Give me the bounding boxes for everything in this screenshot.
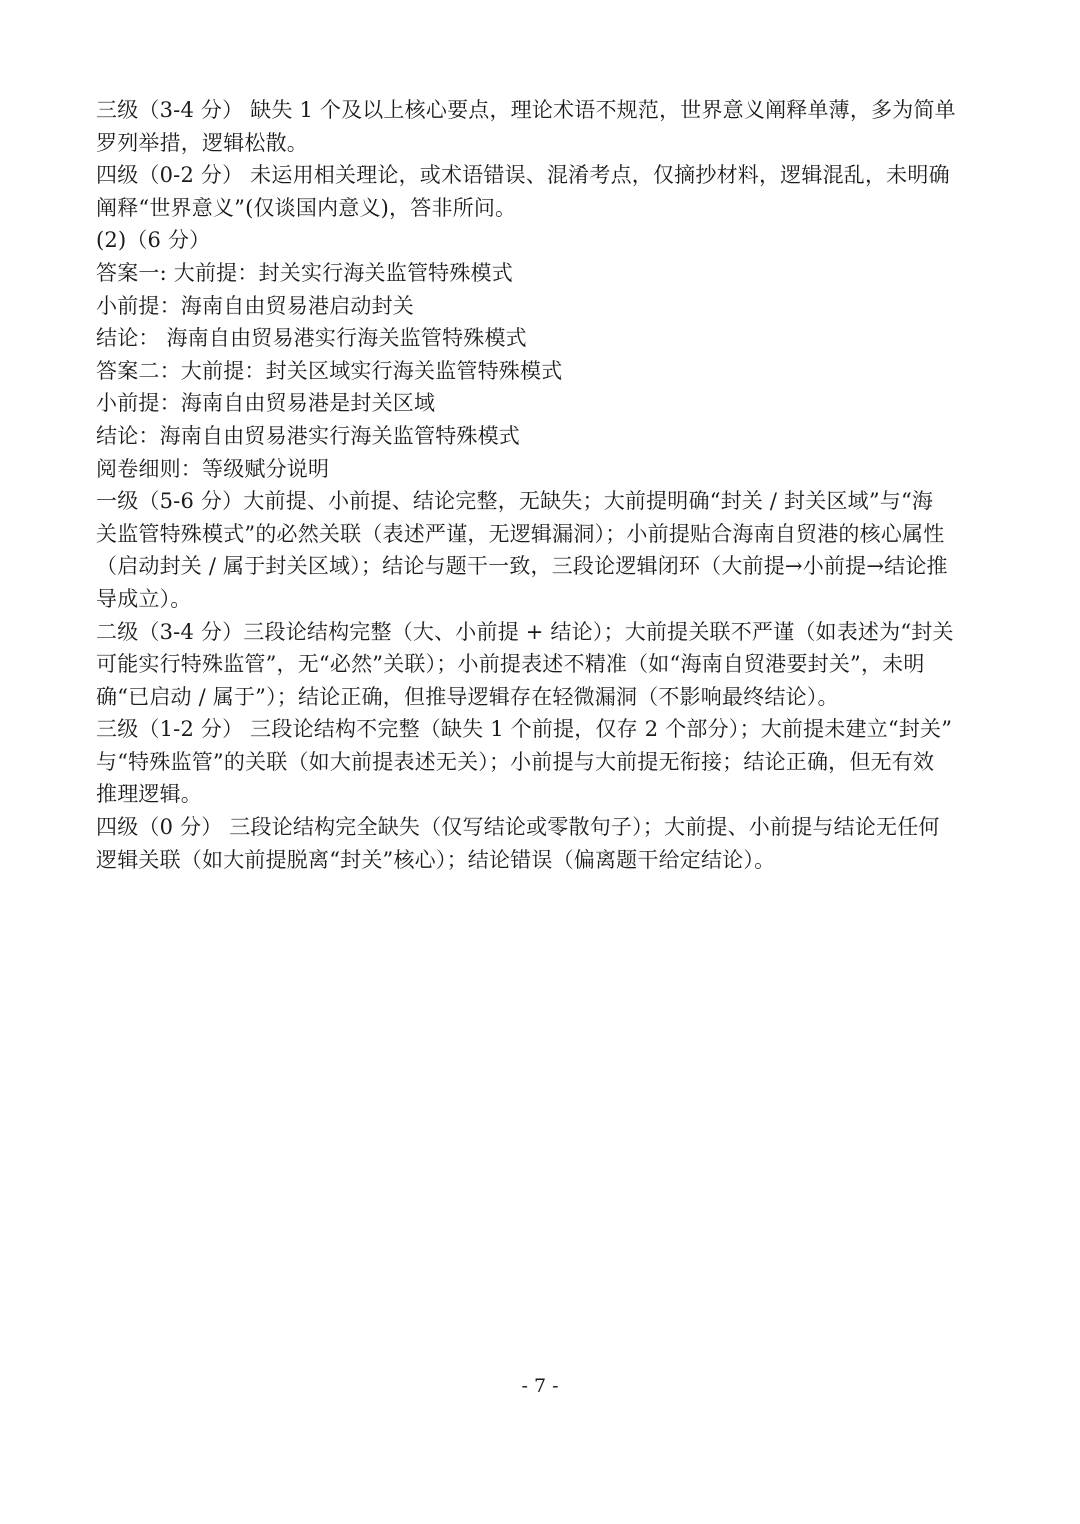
text-line: 答案一: 大前提：封关实行海关监管特殊模式 bbox=[96, 260, 513, 285]
text-line: 三级（1-2 分） 三段论结构不完整（缺失 1 个前提，仅存 2 个部分）；大前提未建立“封关” bbox=[96, 717, 953, 742]
text-line: 结论： 海南自由贸易港实行海关监管特殊模式 bbox=[96, 326, 527, 351]
text-line: 阐释“世界意义”(仅谈国内意义)，答非所问。 bbox=[96, 195, 517, 220]
text-line: 推理逻辑。 bbox=[96, 782, 202, 807]
question-heading: (2)（6 分） bbox=[96, 228, 211, 253]
text-line: 可能实行特殊监管”，无“必然”关联）；小前提表述不精准（如“海南自贸港要封关”，未明 bbox=[96, 652, 925, 677]
text-line: 关监管特殊模式”的必然关联（表述严谨，无逻辑漏洞）；小前提贴合海南自贸港的核心属性 bbox=[96, 521, 945, 546]
page-number: - 7 - bbox=[521, 1375, 559, 1397]
text-line: （启动封关 / 属于封关区域）；结论与题干一致，三段论逻辑闭环（大前提→小前提→结论推 bbox=[96, 554, 948, 579]
text-line: 小前提：海南自由贸易港启动封关 bbox=[96, 293, 414, 318]
text-line: 结论：海南自由贸易港实行海关监管特殊模式 bbox=[96, 423, 520, 448]
text-line: 确“已启动 / 属于”）；结论正确，但推导逻辑存在轻微漏洞（不影响最终结论）。 bbox=[96, 684, 839, 709]
text-line: 罗列举措，逻辑松散。 bbox=[96, 130, 308, 155]
text-line: 小前提：海南自由贸易港是封关区域 bbox=[96, 391, 436, 416]
text-line: 四级（0 分） 三段论结构完全缺失（仅写结论或零散句子）；大前提、小前提与结论无任何 bbox=[96, 815, 940, 840]
text-line: 三级（3-4 分） 缺失 1 个及以上核心要点，理论术语不规范，世界意义阐释单薄，多为简单 bbox=[96, 98, 956, 122]
text-line: 与“特殊监管”的关联（如大前提表述无关）；小前提与大前提无衔接；结论正确，但无有效 bbox=[96, 749, 935, 774]
text-line: 答案二：大前提：封关区域实行海关监管特殊模式 bbox=[96, 358, 563, 383]
text-line: 一级（5-6 分）大前提、小前提、结论完整，无缺失；大前提明确“封关 / 封关区域”与“海 bbox=[96, 489, 934, 514]
section-heading: 阅卷细则：等级赋分说明 bbox=[96, 456, 330, 481]
text-line: 导成立）。 bbox=[96, 586, 192, 611]
text-line: 四级（0-2 分） 未运用相关理论，或术语错误、混淆考点，仅摘抄材料，逻辑混乱，未明确 bbox=[96, 163, 950, 188]
document-body bbox=[96, 94, 991, 876]
text-line: 逻辑关联（如大前提脱离“封关”核心）；结论错误（偏离题干给定结论）。 bbox=[96, 847, 776, 872]
text-line: 二级（3-4 分）三段论结构完整（大、小前提 + 结论）；大前提关联不严谨（如表述为“封关 bbox=[96, 619, 954, 644]
